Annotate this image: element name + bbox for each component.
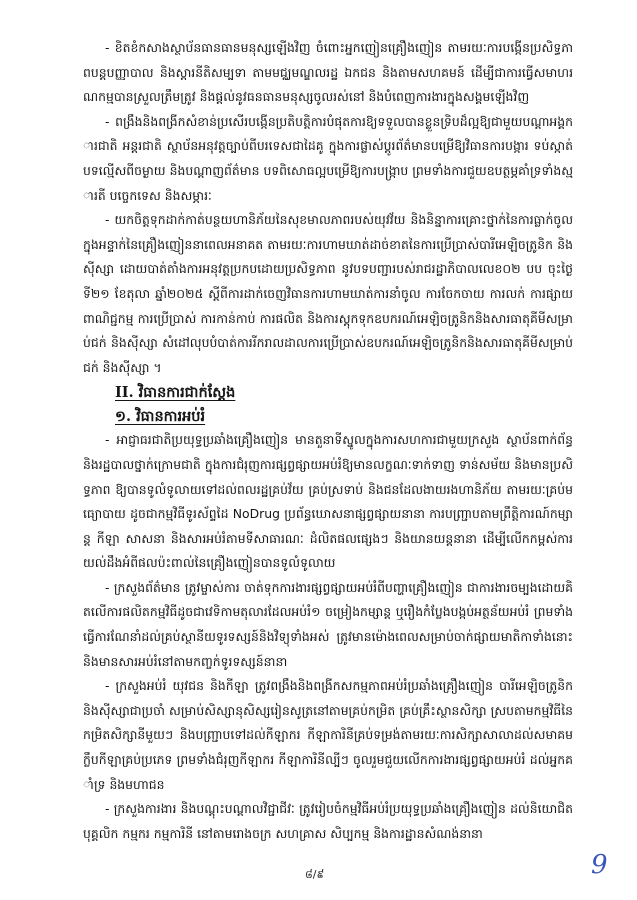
body-paragraph-3: - ក្រសួងអប់រំ យុវជន និងកីឡា ត្រូវពង្រឹងនិងពង្រីកសកម្មភាពអប់រំប្រឆាំងគ្រឿងញៀន បារីអេឡិចត្រូនិក និងស៊ីស្សាជាប្រចាំ សម្រាប់សិស្សានុសិស្សរៀនសូត្រនៅតាមគ្រប់កម្រិត គ្រប់គ្រឹះស្ថានសិក្សា ស្របតាមកម្មវិធីនៃកម្រិតសិក្សានីមួយៗ និងបញ្ជ្រាបទៅដល់កីឡាករ កីឡាការិនីគ្រប់ទម្រង់តាមរយៈការសិក្សាសាលាដល់សមាគមក្លឹបកីឡាគ្រប់ប្រភេទ ព្រមទាំងជំរុញកីឡាករ កីឡាការិនីល្បីៗ ចូលរួមជួយលើកការងារផ្សព្វផ្សាយអប់រំ ដល់អ្នកគាំទ្រ និងមហាជន — [83, 678, 573, 792]
intro-paragraph-2: - ពង្រឹងនិងពង្រីកសំខាន់ប្រសើរបង្កើនប្រតិបត្តិការបំផុតការឱ្យទទួលបានខ្លួនទ្រិបដ៏ល្អឱ្យជាមួយបណ្តាអង្គការជាតិ អន្តរជាតិ ស្ថាប័នអនុវត្តច្បាប់ពីបរទេសជាដៃគូ ក្នុងការផ្លាស់ប្តូរព័ត៌មានបម្រើឱ្យវិធានការបង្ការ ទប់ស្កាត់បទល្មើសពីចម្ងាយ និងបណ្តាញព័ត៌មាន បទពិសោធល្អបម្រើឱ្យការបង្ក្រាប ព្រមទាំងការជួយឧបត្ថម្ភគាំទ្រទាំងស្មារតី បច្ចេកទេស និងសម្ភារៈ — [83, 113, 573, 203]
body-paragraph-1: - អាជ្ញាធរជាតិប្រយុទ្ធប្រឆាំងគ្រឿងញៀន មានតួនាទីស្នូលក្នុងការសហការជាមួយក្រសួង ស្ថាប័នពាក់ព័ន្ធ និងរដ្ឋបាលថ្នាក់ក្រោមជាតិ ក្នុងការជំរុញការផ្សព្វផ្សាយអប់រំឱ្យមានលក្ខណៈទាក់ទាញ ទាន់សម័យ និងមានប្រសិទ្ធភាព ឱ្យបានទូលំទូលាយទៅដល់ពលរដ្ឋគ្រប់វ័យ គ្រប់ស្រទាប់ និងជនដែលងាយរងហានិភ័យ តាមរយៈគ្រប់មធ្យោបាយ ដូចជាកម្មវិធីទូរស័ព្ទដៃ NoDrug ប្រព័ន្ធឃោសនាផ្សព្វផ្សាយនានា ការបញ្ជ្រាបតាមព្រឹត្តិការណ៍កម្សាន្ត កីឡា សាសនា និងសារអប់រំតាមទីសាធារណៈ ដំលិតផលផ្សេងៗ និងយានយន្តនានា ដើម្បីលើកកម្ពស់ការយល់ដឹងអំពីផលប៉ះពាល់នៃគ្រឿងញៀនបានទូលំទូលាយ — [83, 432, 573, 571]
handwritten-page-mark: 9 — [591, 850, 608, 880]
intro-paragraph-3: - យកចិត្តទុកដាក់កាត់បន្ថយហានិភ័យនៃសុខមាលភាពរបស់យុវវ័យ និងនិន្នាការគ្រោះថ្នាក់នៃការធ្លាក់ចូលក្នុងអន្ទាក់នៃគ្រឿងញៀននាពេលអនាគត តាមរយៈការហាមឃាត់ដាច់ខាតនៃការប្រើប្រាស់បារីអេឡិចត្រូនិក និងស៊ីស្សា ដោយបាត់តាំងការអនុវត្តប្រកបដោយប្រសិទ្ធភាព នូវបទបញ្ជារបស់រាជរដ្ឋាភិបាលលេខ០២ បប ចុះថ្ងៃទី២១ ខែតុលា ឆ្នាំ២០២៥ ស្តីពីការដាក់ចេញវិធានការហាមឃាត់ការនាំចូល ការចែកចាយ ការលក់ ការផ្សាយពាណិជ្ជកម្ម ការប្រើប្រាស់ ការកាន់កាប់ ការផលិត និងការស្តុកទុកឧបករណ៍អេឡិចត្រូនិកនិងសារធាតុគីមីសម្រាប់ជក់ និងស៊ីស្សា សំដៅលុបបំបាត់ការរីករាលដាលការប្រើប្រាស់ឧបករណ៍អេឡិចត្រូនិកនិងសារធាតុគីមីសម្រាប់ជក់ និងស៊ីស្សា ។ — [83, 212, 573, 375]
document-body — [83, 36, 573, 846]
body-paragraph-4: - ក្រសួងការងារ និងបណ្តុះបណ្តាលវិជ្ជាជីវៈ ត្រូវរៀបចំកម្មវិធីអប់រំប្រយុទ្ធប្រឆាំងគ្រឿងញៀន ដល់និយោជិត បុគ្គលិក កម្មករ កម្មការិនី នៅតាមរោងចក្រ សហគ្រាស សិប្បកម្ម និងការដ្ឋានសំណង់នានា — [83, 801, 573, 841]
body-paragraph-2: - ក្រសួងព័ត៌មាន ត្រូវម្ចាស់ការ ចាត់ទុកការងារផ្សព្វផ្សាយអប់រំពីបញ្ហាគ្រឿងញៀន ជាការងារចម្បងដោយគិតលើការផលិតកម្មវិធីដូចជាវេទិកាមតុលារដែលអប់រំ១ ចម្រៀងកម្សាន្ត ឬរឿងកំប្លែងបង្កប់អត្ថន័យអប់រំ ព្រមទាំងធ្វើការណែនាំដល់គ្រប់ស្ថានីយទូរទស្សន៍និងវិទ្យុទាំងអស់ ត្រូវមានម៉ោងពេលសម្រាប់ចាក់ផ្សាយមាតិកាទាំងនោះ និងមានសារអប់រំនៅតាមកញ្ចក់ទូរទស្សន៍នានា — [83, 579, 573, 669]
page-number: ៨/៩ — [305, 868, 325, 881]
intro-paragraph-1: - ខិតខំកសាងស្ថាប័នធានធានមនុស្សឡើងវិញ ចំពោះអ្នកញៀនគ្រឿងញៀន តាមរយៈការបង្កើនប្រសិទ្ធភាពបន្តបញ្ញាបាល និងស្តារនីតិសម្បទា តាមមជ្ឈមណ្ឌលរដ្ឋ ឯកជន និងតាមសហគមន៍ ដើម្បីជាការធ្វើសមាហរណកម្មបានស្រួលត្រឹមត្រូវ និងផ្តល់នូវធនធានមនុស្សចូលរស់នៅ និងបំពេញការងារក្នុងសង្គមឡើងវិញ — [83, 40, 573, 105]
subsection-heading: ១. វិធានការអប់រំ — [115, 408, 206, 426]
section-heading: II. វិធានការជាក់ស្តែង — [115, 384, 236, 402]
